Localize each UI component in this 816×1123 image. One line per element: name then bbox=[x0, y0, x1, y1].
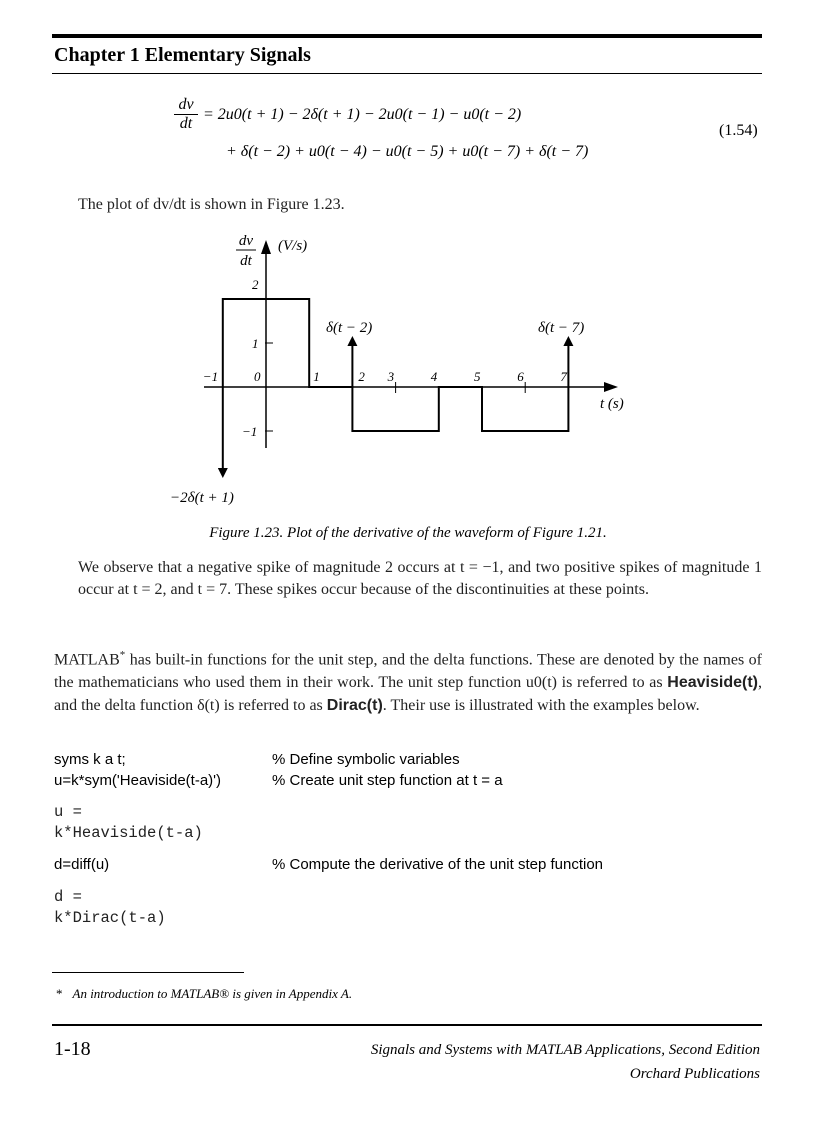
code-output-2-a: d = bbox=[54, 888, 82, 906]
impulse-label-t-minus-1: −2δ(t + 1) bbox=[170, 490, 234, 506]
footnote bbox=[56, 986, 352, 1002]
y-tick-label: −1 bbox=[242, 424, 258, 439]
publisher: Orchard Publications bbox=[629, 1066, 760, 1082]
code-comment-3: % Compute the derivative of the unit step function bbox=[272, 856, 604, 873]
figure-1-23 bbox=[0, 0, 816, 520]
equation-line-2: + δ(t − 2) + u0(t − 4) − u0(t − 5) + u0(t − 7) + δ(t − 7) bbox=[226, 143, 589, 160]
matlab-text-4: . Their use is illustrated with the examples below. bbox=[382, 697, 700, 715]
y-tick-label: 1 bbox=[252, 336, 259, 351]
x-tick-label: 0 bbox=[254, 369, 261, 384]
y-axis-label-numerator: dv bbox=[238, 233, 254, 249]
axis-ticks bbox=[203, 277, 568, 439]
equation-line-1: = 2u0(t + 1) − 2δ(t + 1) − 2u0(t − 1) − u0(t − 2) bbox=[203, 106, 522, 123]
page-number: 1-18 bbox=[54, 1038, 91, 1060]
dirac-keyword: Dirac(t) bbox=[326, 697, 383, 715]
code-line-2: u=k*sym('Heaviside(t-a)') bbox=[54, 772, 222, 789]
figure-caption: Figure 1.23. Plot of the derivative of the waveform of Figure 1.21. bbox=[209, 525, 607, 541]
paragraph-spikes: We observe that a negative spike of magnitude 2 occurs at t = −1, and two positive spikes of magnitude 1 occur at t = 2, and t = 7. These spikes occur because of the discontinuities at these points. bbox=[78, 559, 762, 598]
heaviside-keyword: Heaviside(t) bbox=[667, 674, 758, 692]
y-axis-arrow-icon bbox=[261, 240, 271, 254]
matlab-text-1: MATLAB bbox=[54, 651, 120, 669]
impulse-label-t-7: δ(t − 7) bbox=[538, 320, 585, 336]
code-output-1-a: u = bbox=[54, 803, 82, 821]
x-tick-label: 1 bbox=[313, 369, 320, 384]
code-comment-2: % Create unit step function at t = a bbox=[272, 772, 503, 789]
code-line-1: syms k a t; bbox=[54, 751, 126, 768]
equation-lhs-numerator: dv bbox=[174, 96, 198, 115]
code-comment-1: % Define symbolic variables bbox=[272, 751, 460, 768]
x-tick-label: −1 bbox=[202, 369, 219, 384]
x-tick-label: 3 bbox=[387, 369, 395, 384]
code-line-3: d=diff(u) bbox=[54, 856, 110, 873]
book-title: Signals and Systems with MATLAB Applications, Second Edition bbox=[370, 1042, 760, 1058]
paragraph-matlab bbox=[54, 644, 762, 717]
x-tick-label: 2 bbox=[358, 369, 365, 384]
x-tick-label: 4 bbox=[430, 369, 438, 384]
footer-rule bbox=[52, 1024, 762, 1026]
equation-lhs-denominator: dt bbox=[179, 115, 193, 132]
y-tick-label: 2 bbox=[252, 277, 259, 292]
x-axis-label: t (s) bbox=[600, 396, 624, 412]
footnote-reference: * bbox=[119, 649, 126, 661]
footnote-rule bbox=[52, 972, 244, 973]
x-axis-arrow-icon bbox=[604, 382, 618, 392]
matlab-text-2: has built-in functions for the unit step, and the delta functions. These are denoted by the names of the mathematicians who used them in their work. The unit step function u0(t) is referred to as bbox=[54, 651, 762, 692]
y-axis-units: (V/s) bbox=[278, 238, 308, 254]
x-tick-label: 6 bbox=[517, 369, 524, 384]
y-axis-label-denominator: dt bbox=[240, 253, 252, 269]
footnote-mark: * bbox=[56, 986, 63, 1001]
equation-number: (1.54) bbox=[719, 122, 758, 139]
matlab-text-3: , and the delta function δ(t) is referred to as bbox=[54, 674, 762, 715]
code-output-1-b: k*Heaviside(t-a) bbox=[54, 824, 203, 842]
x-tick-label: 5 bbox=[474, 369, 481, 384]
footnote-text: An introduction to MATLAB® is given in Appendix A. bbox=[72, 986, 353, 1001]
series-line-0 bbox=[223, 299, 569, 431]
intro-text: The plot of dv/dt is shown in Figure 1.23. bbox=[78, 196, 345, 213]
x-tick-label: 7 bbox=[560, 369, 567, 384]
chapter-title: Chapter 1 Elementary Signals bbox=[54, 44, 311, 66]
impulse-label-t-2: δ(t − 2) bbox=[326, 320, 373, 336]
code-output-2-b: k*Dirac(t-a) bbox=[54, 909, 166, 927]
